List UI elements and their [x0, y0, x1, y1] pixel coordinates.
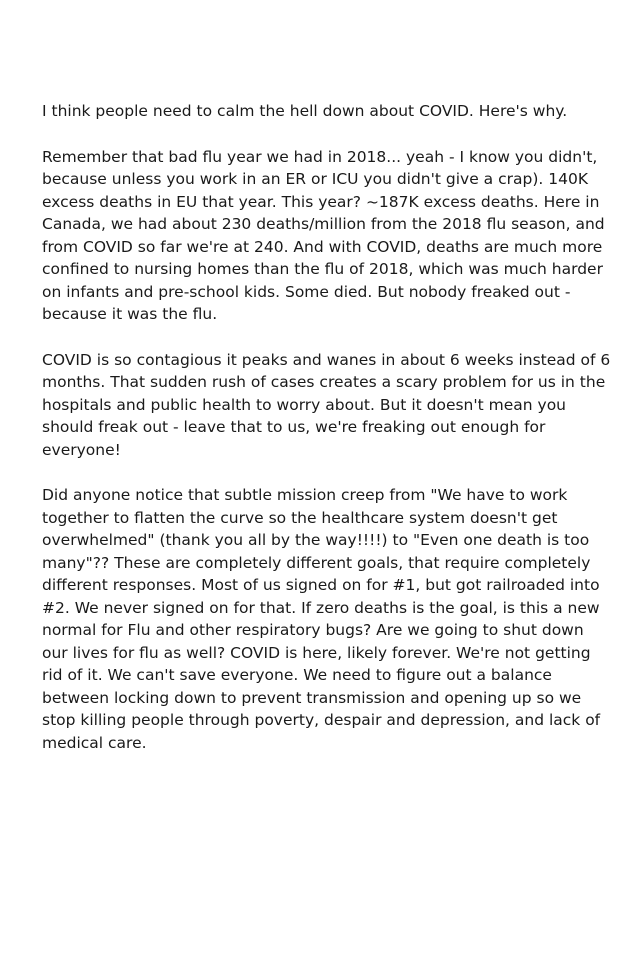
post-body — [42, 100, 614, 777]
paragraph-flu-comparison: Remember that bad flu year we had in 2018... yeah - I know you didn't, because unless you work in an ER or ICU you didn't give a crap). 140K excess deaths in EU that year. This year? ~187K excess deaths. Here in Canada, we had about 230 deaths/million from the 2018 flu season, and from COVID so far we're at 240. And with COVID, deaths are much more confined to nursing homes than the flu of 2018, which was much harder on infants and pre-school kids. Some died. But nobody freaked out - because it was the flu. — [42, 147, 605, 323]
paragraph-contagion: COVID is so contagious it peaks and wanes in about 6 weeks instead of 6 months. That sudden rush of cases creates a scary problem for us in the hospitals and public health to worry about. But it doesn't mean you should freak out - leave that to us, we're freaking out enough for everyone! — [42, 350, 611, 459]
paragraph-mission-creep: Did anyone notice that subtle mission creep from "We have to work together to flatten the curve so the healthcare system doesn't get overwhelmed" (thank you all by the way!!!!) to "Even one death is too many"?? These are completely different goals, that require completely different responses. Most of us signed on for #1, but got railroaded into #2. We never signed on for that. If zero deaths is the goal, is this a new normal for Flu and other respiratory bugs? Are we going to shut down our lives for flu as well? COVID is here, likely forever. We're not getting rid of it. We can't save everyone. We need to figure out a balance between locking down to prevent transmission and opening up so we stop killing people through poverty, despair and depression, and lack of medical care. — [42, 486, 601, 752]
paragraph-intro: I think people need to calm the hell down about COVID. Here's why. — [42, 102, 568, 120]
